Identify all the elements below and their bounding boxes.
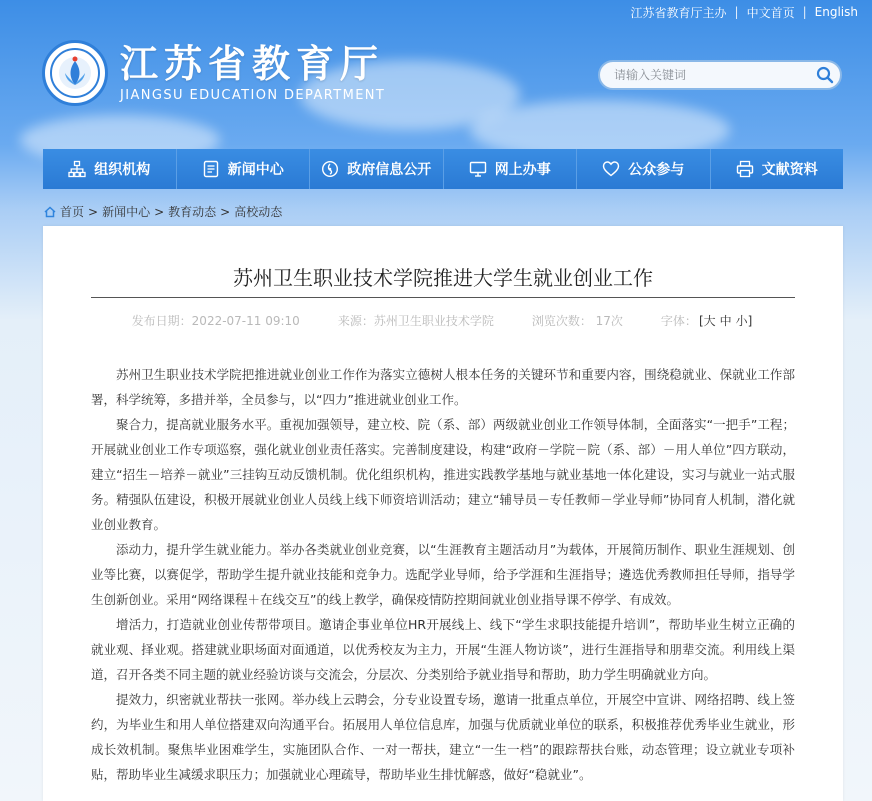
breadcrumb-home[interactable]: 首页 — [60, 205, 85, 219]
search-icon — [816, 66, 834, 84]
article-paragraph: 聚合力，提高就业服务水平。重视加强领导，建立校、院（系、部）两级就业创业工作领导体制，全面落实“一把手”工程；开展就业创业工作专项巡察，强化就业创业责任落实。完善制度建设，构建“政府－学院－院（系、部）－用人单位”四方联动，建立“招生－培养－就业”三挂钩互动反馈机制。优化组织机构，推进实践教学基地与就业基地一体化建设，实习与就业一站式服务。精强队伍建设，积极开展就业创业人员线上线下师资培训活动；建立“辅导员－专任教师－学业导师”协同育人机制，潜化就业创业教育。 — [91, 417, 795, 532]
nav-item-public-participation[interactable] — [577, 149, 711, 189]
breadcrumb-education-news[interactable]: 教育动态 — [168, 205, 217, 219]
separator: | — [734, 5, 739, 19]
font-size-medium[interactable]: 中 — [719, 314, 732, 328]
search-button[interactable] — [810, 62, 840, 88]
font-size-small[interactable]: 小] — [735, 314, 753, 328]
nav-label: 新闻中心 — [227, 162, 284, 178]
nav-label: 公众参与 — [628, 162, 685, 178]
printer-icon — [736, 160, 754, 178]
heart-icon — [602, 160, 620, 178]
nav-item-documents[interactable] — [711, 149, 844, 189]
news-icon — [202, 160, 220, 178]
site-logo[interactable] — [42, 40, 385, 106]
nav-item-government-info[interactable] — [310, 149, 444, 189]
chinese-home-link[interactable]: 中文首页 — [746, 5, 795, 20]
home-icon — [44, 206, 56, 218]
nav-label: 文献资料 — [761, 162, 818, 178]
english-link[interactable]: English — [814, 5, 858, 19]
nav-label: 组织机构 — [94, 162, 151, 178]
article-paragraph: 提效力，织密就业帮扶一张网。举办线上云聘会，分专业设置专场，邀请一批重点单位，开展空中宣讲、网络招聘、线上签约，为毕业生和用人单位搭建双向沟通平台。拓展用人单位信息库，加强与优质就业单位的联系，积极推荐优秀毕业生就业，形成长效机制。聚焦毕业困难学生，实施团队合作、一对一帮扶，建立“一生一档”的跟踪帮扶台账，动态管理；设立就业专项补贴，帮助毕业生减缓求职压力；加强就业心理疏导，帮助毕业生排忧解惑，做好“稳就业”。 — [91, 692, 795, 782]
font-size-large[interactable]: [大 — [698, 314, 716, 328]
article-meta — [43, 312, 843, 329]
article-paragraph: 增活力，打造就业创业传帮带项目。邀请企事业单位HR开展线上、线下“学生求职技能提升培训”，帮助毕业生树立正确的就业观、择业观。搭建就业职场面对面通道，以优秀校友为主力，开展“生涯人物访谈”，进行生涯指导和朋辈交流。利用线上渠道，召开各类不同主题的就业经验访谈与交流会，分层次、分类别给予就业指导和帮助，助力学生明确就业方向。 — [91, 617, 795, 682]
education-emblem-icon — [42, 40, 108, 106]
nav-item-online-service[interactable] — [444, 149, 578, 189]
article-paragraph: 苏州卫生职业技术学院把推进就业创业工作作为落实立德树人根本任务的关键环节和重要内容，围绕稳就业、保就业工作部署，科学统筹，多措并举，全员参与，以“四力”推进就业创业工作。 — [91, 367, 795, 407]
search-box — [598, 60, 842, 90]
nav-item-news[interactable] — [177, 149, 311, 189]
article-body — [91, 362, 795, 787]
article-source: 来源：苏州卫生职业技术学院 — [337, 314, 494, 328]
title-divider — [91, 297, 795, 298]
org-chart-icon — [68, 160, 86, 178]
sponsor-link[interactable]: 江苏省教育厅主办 — [630, 5, 727, 20]
article-panel — [43, 226, 843, 801]
breadcrumb: 首页 > 新闻中心 > 教育动态 > 高校动态 — [44, 203, 282, 220]
font-size-control — [661, 312, 754, 329]
article-title: 苏州卫生职业技术学院推进大学生就业创业工作 — [233, 266, 653, 290]
separator: | — [802, 5, 807, 19]
nav-label: 网上办事 — [494, 162, 551, 178]
breadcrumb-news-center[interactable]: 新闻中心 — [102, 205, 151, 219]
article-paragraph: 添动力，提升学生就业能力。举办各类就业创业竞赛，以“生涯教育主题活动月”为载体，开展简历制作、职业生涯规划、创业等比赛，以赛促学，帮助学生提升就业技能和竞争力。选配学业导师，给予学涯和生涯指导；遴选优秀教师担任导师，指导学生创新创业。采用“网络课程＋在线交互”的线上教学，确保疫情防控期间就业创业指导课不停学、有成效。 — [91, 542, 795, 607]
publish-date: 发布日期：2022-07-11 09:10 — [131, 314, 300, 328]
main-nav — [43, 149, 843, 189]
view-count: 浏览次数： 17次 — [531, 314, 623, 328]
site-name-cn: 江苏省教育厅 — [120, 41, 385, 86]
search-input[interactable] — [612, 62, 810, 88]
nav-label: 政府信息公开 — [347, 162, 432, 178]
site-name-en: JIANGSU EDUCATION DEPARTMENT — [120, 87, 386, 103]
font-size-label: 字体： — [660, 314, 697, 328]
online-service-icon — [469, 160, 487, 178]
top-links-bar — [631, 2, 858, 22]
breadcrumb-university-news[interactable]: 高校动态 — [234, 205, 283, 219]
government-info-icon — [321, 160, 339, 178]
nav-item-organization[interactable] — [43, 149, 177, 189]
